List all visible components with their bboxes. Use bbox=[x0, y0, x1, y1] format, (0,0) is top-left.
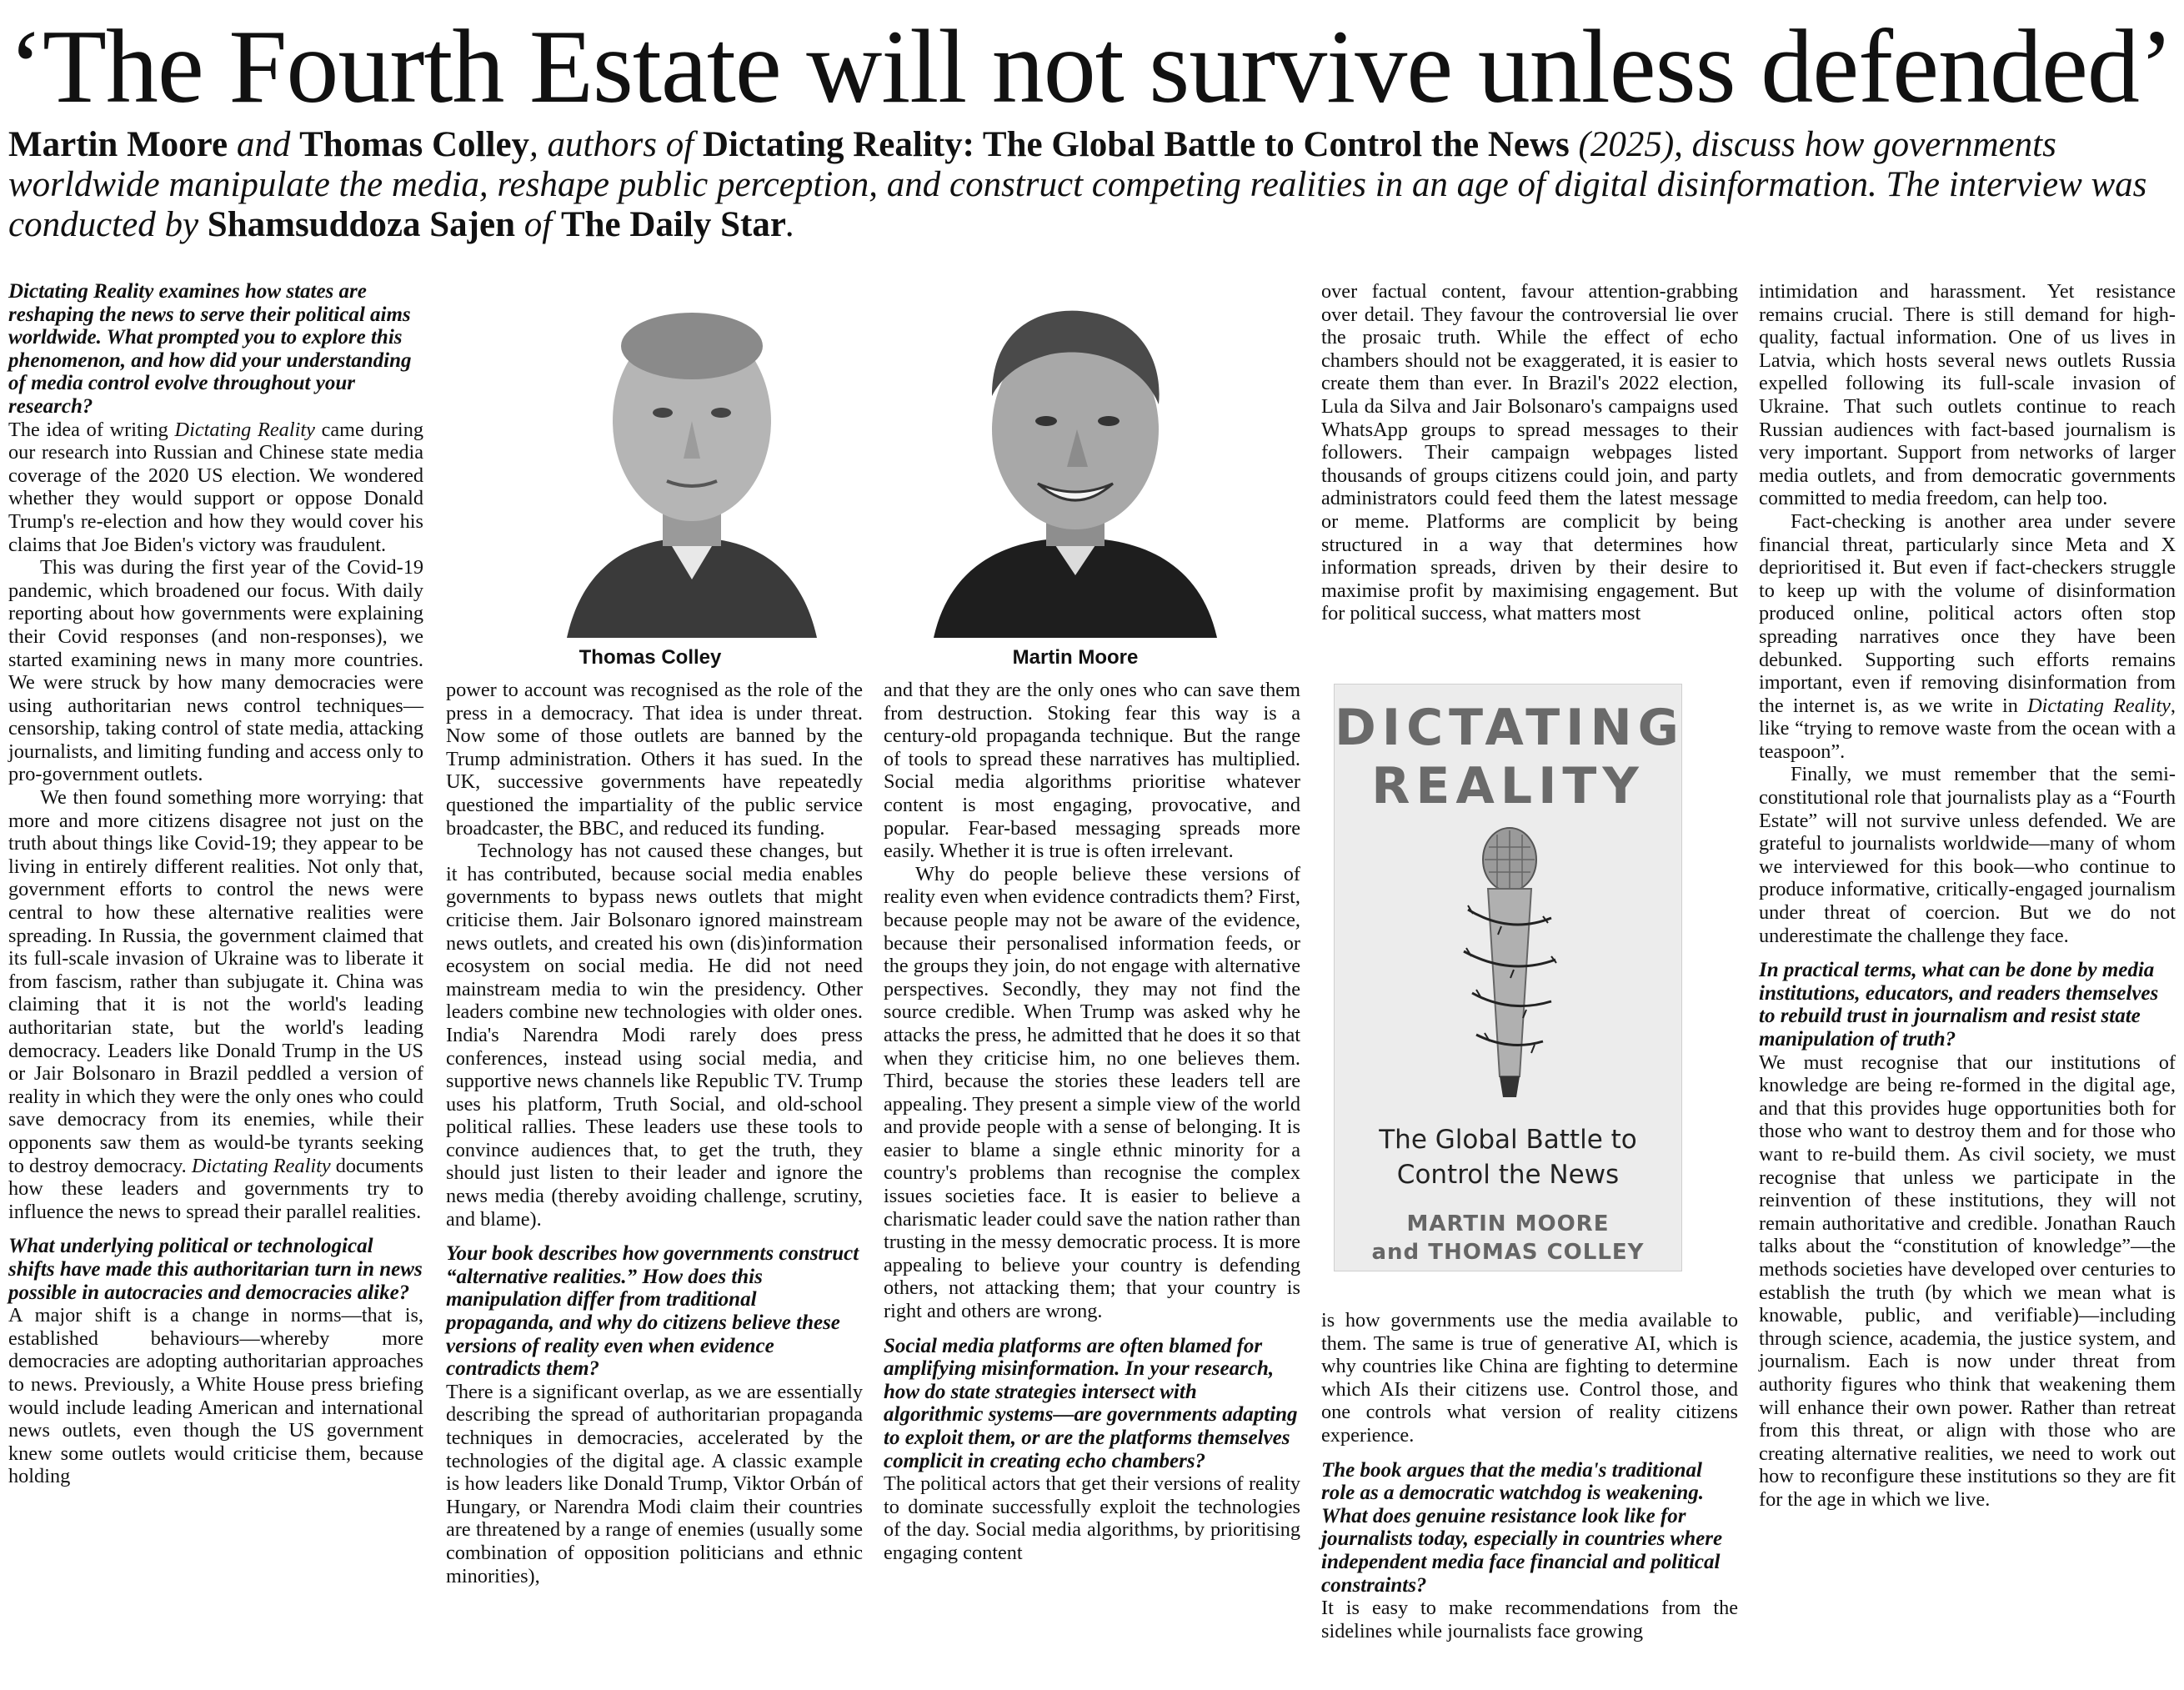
book-title-italic: Dictating Reality bbox=[174, 418, 315, 441]
standfirst-text: and bbox=[228, 125, 300, 164]
portrait-moore-icon bbox=[925, 288, 1225, 638]
answer-paragraph: A major shift is a change in norms—that is, established behaviours—whereby more democracies are adopting authoritarian approaches to news. Previously, a White House press briefing would include leading American and international news outlets, even though the US government knew some outlets would criticise them, because holding bbox=[8, 1304, 423, 1488]
answer-paragraph bbox=[1759, 510, 2176, 764]
standfirst bbox=[8, 125, 2167, 245]
answer-paragraph: and that they are the only ones who can save them from destruction. Stoking fear this way is a century-old propaganda technique. But the range of tools to spread these narratives has multiplied. Social media algorithms prioritise whatever content is most engaging, provocative, and popular. Fear-based messaging spreads more easily. Whether it is true is often irrelevant. bbox=[884, 679, 1300, 863]
article-column-1 bbox=[8, 280, 423, 1488]
interviewer-name: Shamsuddoza Sajen bbox=[207, 205, 515, 244]
paragraph-text: We then found something more worrying: that more and more citizens disagree not just on the truth about things like Covid-19; they appear to be living in entirely different realities. Not only that, government efforts to control the news were central to how these alternative realities were spreading. In Russia, the government claimed that its full-scale invasion of Ukraine was to liberate it from fascism, rather than subjugate it. China was claiming that it is not the world's leading authoritarian state, but the world's leading democracy. Leaders like Donald Trump in the US or Jair Bolsonaro in Brazil peddled a version of reality in which they were the only ones who could save democracy from its enemies, while their opponents saw them as would-be tyrants seeking to destroy democracy. bbox=[8, 786, 423, 1177]
outlet-name: The Daily Star bbox=[560, 205, 786, 244]
answer-paragraph bbox=[8, 786, 423, 1223]
question-1 bbox=[8, 280, 423, 419]
paragraph-text: documents how these leaders and governments try to influence the news to spread their parallel realities. bbox=[8, 1154, 424, 1223]
book-cover-title: REALITY bbox=[1371, 757, 1645, 815]
book-cover-subtitle: The Global Battle to bbox=[1379, 1125, 1637, 1155]
portrait-colley-icon bbox=[550, 288, 834, 638]
paragraph-text: Fact-checking is another area under severe financial threat, particularly since Meta and X deprioritised it. But even if fact-checkers struggle to keep up with the volume of disinformation produced online, political actors often stop spreading narratives once they have been debunked. Supporting such efforts remains important, even if removing disinformation from the internet is, as we write in bbox=[1759, 509, 2176, 717]
answer-paragraph: over factual content, favour attention-grabbing over detail. They favour the controversial lie over the prosaic truth. While the effect of echo chambers should not be exaggerated, it is easier to create them than ever. In Brazil's 2022 election, Lula da Silva and Jair Bolsonaro's campaigns used WhatsApp groups to spread messages to their followers. Their campaign webpages listed thousands of groups citizens could join, and party administrators could feed them the latest message or meme. Platforms are complicit by being structured in a way that determines how information spreads, driven by their desire to maximise profit by maximising engagement. But for political success, what matters most bbox=[1321, 280, 1738, 625]
article-column-3 bbox=[884, 679, 1300, 1565]
answer-paragraph: This was during the first year of the Covid-19 pandemic, which broadened our focus. With daily reporting about how governments were explaining their Covid responses (and non-responses), we started examining news in many more countries. We were struck by how many democracies were using authoritarian news control techniques—censorship, taking control of state media, attacking journalists, and limiting funding and access only to pro-government outlets. bbox=[8, 556, 423, 786]
microphone-barbed-wire-icon bbox=[1451, 826, 1568, 1101]
article-column-5 bbox=[1759, 280, 2176, 1511]
book-cover-title: DICTATING bbox=[1335, 699, 1685, 757]
photo-caption-moore: Martin Moore bbox=[1012, 646, 1139, 669]
question-6: In practical terms, what can be done by media institutions, educators, and readers themselves to rebuild trust in journalism and resist state manipulation of truth? bbox=[1759, 959, 2159, 1051]
standfirst-text: (2025), discuss how governments worldwide manipulate the media, reshape public perception, and construct competing realities in an age of digital disinformation. The interview was conducted by bbox=[8, 125, 2147, 244]
answer-paragraph: We must recognise that our institutions of knowledge are being re-formed in the digital age, and that this provides huge opportunities both for those who want to destroy them and for those who want to re-build them. As civil society, we must recognise that unless we participate in the reinvention of these institutions, they will not remain authoritative and credible. Jonathan Rauch talks about the “constitution of knowledge”—the methods societies have developed over centuries to establish the truth (by which we mean what is knowable, public, and verifiable)—including through science, academia, the justice system, and journalism. Each is now under threat from authority figures who think that weakening them will enhance their own power. Rather than retreat from this threat, or align with those who are creating alternative realities, we need to work out how to reconfigure these institutions so they are fit for the age in which we live. bbox=[1759, 1051, 2176, 1511]
answer-paragraph: Technology has not caused these changes, but it has contributed, because social media enables governments to bypass news outlets that might criticise them. Jair Bolsonaro ignored mainstream news outlets, and created his own (dis)information ecosystem on social media. He did not need mainstream media to win the presidency. Other leaders combine new technologies with older ones. India's Narendra Modi rarely does press conferences, instead using social media, and supportive news channels like Republic TV. Trump uses his platform, Truth Social, and old-school political rallies. These leaders use these tools to convince audiences that, to get the truth, they should just listen to their leader and ignore the news media (thereby avoiding challenge, scrutiny, and blame). bbox=[446, 840, 863, 1231]
standfirst-text: . bbox=[785, 205, 795, 244]
answer-paragraph bbox=[8, 419, 423, 557]
question-5: The book argues that the media's traditional role as a democratic watchdog is weakening. What does genuine resistance look like for journalists today, especially in countries where independent media face financial and political constraints? bbox=[1321, 1458, 1723, 1597]
answer-paragraph: is how governments use the media available to them. The same is true of generative AI, which is why countries like China are fighting to determine which AIs their citizens use. Control those, and one controls what version of reality citizens experience. bbox=[1321, 1309, 1738, 1447]
answer-paragraph: intimidation and harassment. Yet resistance remains crucial. There is still demand for high-quality, factual information. One of us lives in Latvia, which hosts several news outlets Russia expelled following its full-scale invasion of Ukraine. That such outlets continue to reach Russian audiences with fact-based journalism is very important. Support from networks of larger media outlets, and from democratic governments committed to media freedom, can help too. bbox=[1759, 280, 2176, 510]
book-cover-author: MARTIN MOORE bbox=[1406, 1211, 1610, 1236]
question-text: examines how states are reshaping the news to serve their political aims worldwide. What prompted you to explore this phenomenon, and how did your understanding of media control evolve throughout your research? bbox=[8, 280, 412, 418]
paragraph-text: came during our research into Russian and Chinese state media coverage of the 2020 US election. We wondered whether they would support or oppose Donald Trump's re-election and how they would cover his claims that Joe Biden's victory was fraudulent. bbox=[8, 418, 423, 556]
paragraph-text: , like “trying to remove waste from the ocean with a teaspoon”. bbox=[1759, 694, 2176, 763]
book-cover bbox=[1334, 684, 1685, 1271]
photo-caption-colley: Thomas Colley bbox=[579, 646, 722, 669]
martin-moore-photo bbox=[925, 288, 1225, 638]
answer-paragraph: There is a significant overlap, as we are essentially describing the spread of authoritarian propaganda techniques in democracies, accelerated by the technologies of the digital age. A classic example is how leaders like Donald Trump, Viktor Orbán of Hungary, or Narendra Modi claim their countries are threatened by a range of enemies (usually some combination of opposition politicians and ethnic minorities), bbox=[446, 1380, 863, 1587]
thomas-colley-photo bbox=[550, 288, 834, 638]
article-column-4-top bbox=[1321, 280, 1738, 625]
standfirst-text: of bbox=[515, 205, 561, 244]
question-3: Your book describes how governments construct “alternative realities.” How does this manipulation differ from traditional propaganda, and why do citizens believe these versions of reality even when evidence contradicts them? bbox=[446, 1242, 859, 1381]
answer-paragraph: The political actors that get their versions of reality to dominate successfully exploit the technologies of the day. Social media algorithms, by prioritising engaging content bbox=[884, 1472, 1300, 1564]
book-title-italic: Dictating Reality bbox=[191, 1154, 331, 1177]
question-text: Dictating Reality bbox=[8, 280, 154, 303]
book-cover-subtitle: Control the News bbox=[1396, 1160, 1620, 1190]
article-column-4-bottom bbox=[1321, 1309, 1738, 1642]
author-moore: Martin Moore bbox=[8, 125, 228, 164]
book-title-italic: Dictating Reality bbox=[2027, 694, 2171, 717]
answer-paragraph: It is easy to make recommendations from the sidelines while journalists face growing bbox=[1321, 1597, 1738, 1642]
book-title-ref: Dictating Reality: The Global Battle to Control the News bbox=[702, 125, 1570, 164]
question-2: What underlying political or technological shifts have made this authoritarian turn in news possible in autocracies and democracies alike? bbox=[8, 1235, 423, 1304]
question-4: Social media platforms are often blamed for amplifying misinformation. In your research, how do state strategies intersect with algorithmic systems—are governments adapting to exploit them, or are the platforms themselves complicit in creating echo chambers? bbox=[884, 1334, 1298, 1472]
article-column-2 bbox=[446, 679, 863, 1587]
standfirst-text: , authors of bbox=[529, 125, 703, 164]
answer-paragraph: power to account was recognised as the role of the press in a democracy. That idea is under threat. Now some of those outlets are banned by the Trump administration. Others it has sued. In the UK, successive governments have repeatedly questioned the impartiality of the public service broadcaster, the BBC, and reduced its funding. bbox=[446, 679, 863, 840]
book-cover-author: and THOMAS COLLEY bbox=[1371, 1240, 1645, 1265]
paragraph-text: The idea of writing bbox=[8, 418, 175, 441]
answer-paragraph: Finally, we must remember that the semi-constitutional role that journalists play as a “Fourth Estate” will not survive unless defended. We are grateful to journalists worldwide—many of whom we interviewed for this book—who continue to produce informative, critically-engaged journalism under threat of coercion. But we do not underestimate the challenge they face. bbox=[1759, 763, 2176, 947]
headline: ‘The Fourth Estate will not survive unless defended’ bbox=[8, 9, 2173, 125]
answer-paragraph: Why do people believe these versions of reality even when evidence contradicts them? First, because people may not be aware of the evidence, because their personalised information feeds, or the groups they join, do not engage with alternative perspectives. Secondly, they may not find the source credible. When Trump was asked why he attacks the press, he admitted that he does it so that when they criticise him, no one believes them. Third, because the stories these leaders tell are appealing. They present a simple view of the world and provide people with a sense of belonging. It is easier to blame a single ethnic minority for a country's problems than recognise the complex issues societies face. It is easier to believe a charismatic leader could save the nation rather than trusting in the messy democratic process. It is more appealing to believe your country is defending others, not attacking them; that your country is right and others are wrong. bbox=[884, 862, 1300, 1323]
author-colley: Thomas Colley bbox=[299, 125, 530, 164]
